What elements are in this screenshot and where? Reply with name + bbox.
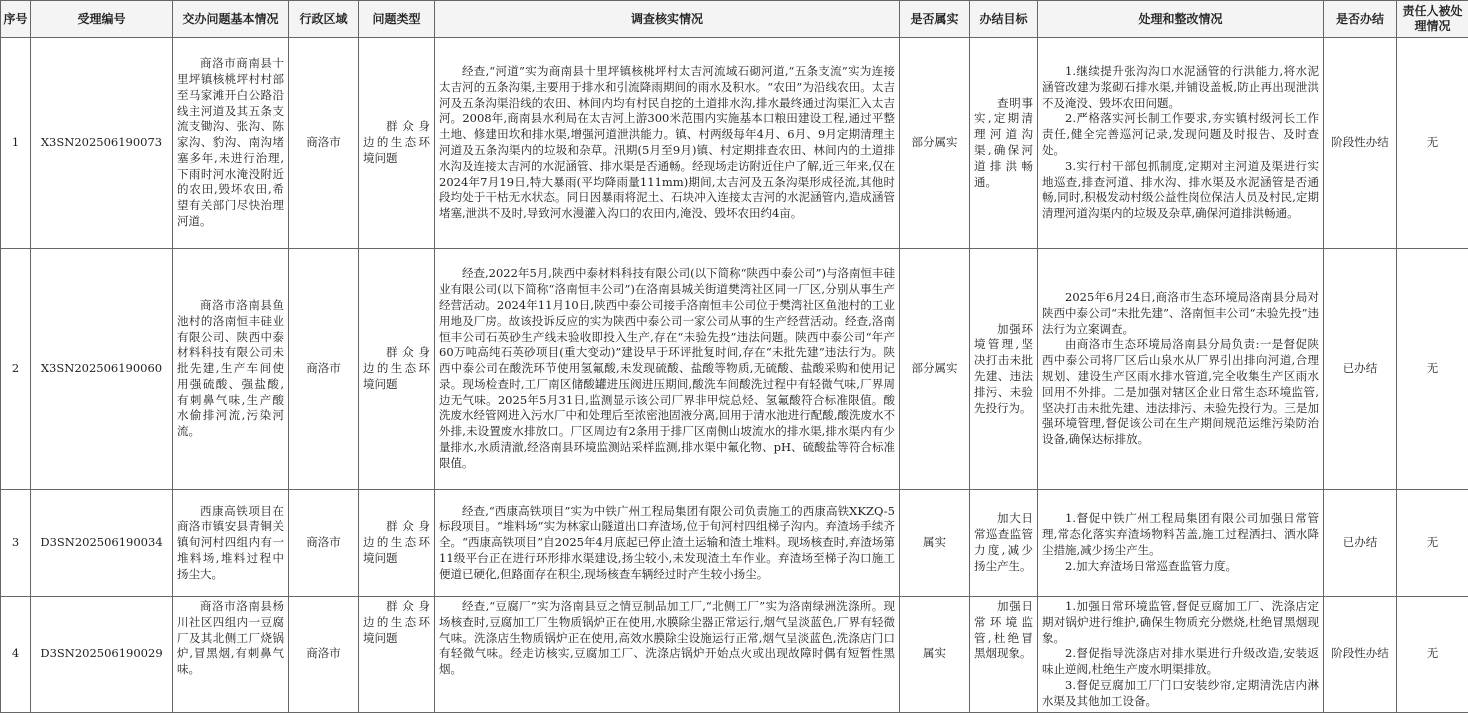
closed-status: 已办结 [1324,490,1397,597]
paragraph: 由商洛市生态环境局洛南县分局负责:一是督促陕西中泰公司将厂区后山泉水从厂界引出排向河道,合理规划、建设生产区雨水排水管道,完全收集生产区雨水回用不外排。二是加强对辖区企业日常生态环境监管,坚决打击未批先建、违法排污、未验先投行为。三是加强环境管理,督促该公司在生产期间规范运维污染防治设备,确保达标排放。 [1042,337,1319,447]
col-header-verified: 是否属实 [900,1,970,38]
handling-text [1038,249,1324,490]
accountability: 无 [1397,490,1468,597]
handling-text [1038,597,1324,713]
verified-status: 部分属实 [900,38,970,249]
closed-status: 阶段性办结 [1324,38,1397,249]
region: 商洛市 [289,597,359,713]
col-header-closed: 是否办结 [1324,1,1397,38]
closed-status: 已办结 [1324,249,1397,490]
paragraph: 经查,2022年5月,陕西中泰材料科技有限公司(以下简称“陕西中泰公司”)与洛南恒丰硅业有限公司(以下简称“洛南恒丰公司”)在洛南县城关街道樊湾社区同一厂区,分别从事生产经营活动。2024年11月10日,陕西中泰公司接手洛南恒丰公司位于樊湾社区鱼池村的工业用地及厂房。故该投诉反应的实为陕西中泰公司一家公司从事的生产经营活动。经查,洛南恒丰公司石英砂生产线未验收即投入生产,存在“未验先投”违法问题。陕西中泰公司“年产60万吨高纯石英砂项目(重大变动)”建设早于环评批复时间,存在“未批先建”违法行为。陕西中泰公司在酸洗环节使用氢氟酸,未发现硫酸、盐酸等物质,无硫酸、盐酸采购和使用记录。现场检查时,工厂南区储酸罐进压阀进压期间,酸洗车间酸洗过程中有轻微气味,厂界周边无气味。2025年5月31日,监测显示该公司厂界非甲烷总烃、氢氟酸符合标准限值。酸洗废水经管网进入污水厂中和处理后至浓密池固液分离,回用于清水池进行配酸,酸洗废水不外排,未设置废水排放口。厂区周边有2条用于排厂区南侧山坡流水的排水渠,排水渠内有少量排水,水质清澈,经洛南县环境监测站采样监测,排水渠中氟化物、pH、硫酸盐等符合标准限值。 [439,266,895,470]
paragraph: 3.督促豆腐加工厂门口安装纱帘,定期清洗店内淋水渠及其他加工设备。 [1042,677,1319,708]
case-id: X3SN202506190060 [31,249,173,490]
col-header-handling: 处理和整改情况 [1038,1,1324,38]
paragraph: 经查,“豆腐厂”实为洛南县豆之情豆制品加工厂,“北侧工厂”实为洛南绿洲洗涤所。现场核查时,豆腐加工厂生物质锅炉正在使用,水膜除尘器正常运行,烟气呈淡蓝色,厂界有轻微气味。洗涤店生物质锅炉正在使用,高效水膜除尘设施运行正常,烟气呈淡蓝色,洗涤店门口有轻微气味。经走访核实,豆腐加工厂、洗涤店锅炉开始点火或出现故障时偶有短暂性黑烟。 [439,599,895,677]
verified-status: 部分属实 [900,249,970,490]
col-header-accountability: 责任人被处理情况 [1397,1,1468,38]
row-number: 4 [1,597,31,713]
paragraph: 3.实行村干部包抓制度,定期对主河道及渠进行实地巡查,排查河道、排水沟、排水渠及水泥涵管是否通畅,同时,积极发动村级公益性岗位保洁人员及村民,定期清理河道沟渠内的垃圾及杂草,确保河道排洪畅通。 [1042,158,1319,221]
closed-status: 阶段性办结 [1324,597,1397,713]
paragraph: 经查,“西康高铁项目”实为中铁广州工程局集团有限公司负责施工的西康高铁XKZQ-5标段项目。“堆料场”实为林家山隧道出口弃渣场,位于旬河村四组梯子沟内。弃渣场手续齐全。“西康高铁项目”自2025年4月底起已停止渣土运输和渣土堆料。现场核查时,弃渣场第11级平台正在进行环形排水渠建设,扬尘较小,未发现渣土车作业。弃渣场至梯子沟口施工便道已硬化,但路面存在积尘,现场核查车辆经过时产生较小扬尘。 [439,503,895,581]
closure-target: 加大日常巡查监管力度,减少扬尘产生。 [970,490,1038,597]
accountability: 无 [1397,597,1468,713]
paragraph: 1.继续提升张沟沟口水泥涵管的行洪能力,将水泥涵管改建为浆砌石排水渠,并铺设盖板,防止再出现泄洪不及淹没、毁坏农田问题。 [1042,64,1319,110]
row-number: 3 [1,490,31,597]
table-row [1,249,1468,490]
investigation-text [435,249,900,490]
handling-text [1038,38,1324,249]
region: 商洛市 [289,38,359,249]
col-header-type: 问题类型 [359,1,435,38]
issue-description: 商洛市洛南县鱼池村的洛南恒丰硅业有限公司、陕西中泰材料科技有限公司未批先建,生产车间使用强硫酸、强盐酸,有刺鼻气味,生产酸水偷排河流,污染河流。 [173,249,289,490]
col-header-issue: 交办问题基本情况 [173,1,289,38]
col-header-investigation: 调查核实情况 [435,1,900,38]
issue-type: 群众身边的生态环境问题 [359,490,435,597]
investigation-text [435,490,900,597]
paragraph: 1.督促中铁广州工程局集团有限公司加强日常管理,常态化落实弃渣场物料苫盖,施工过程洒扫、洒水降尘措施,减少扬尘产生。 [1042,511,1319,557]
issue-type: 群众身边的生态环境问题 [359,38,435,249]
investigation-text [435,597,900,713]
accountability: 无 [1397,249,1468,490]
closure-target: 加强环境管理,坚决打击未批先建、违法排污、未验先投行为。 [970,249,1038,490]
issue-description: 西康高铁项目在商洛市镇安县青铜关镇旬河村四组内有一堆料场,堆料过程中扬尘大。 [173,490,289,597]
paragraph: 2.加大弃渣场日常巡查监管力度。 [1065,558,1237,573]
case-id: X3SN202506190073 [31,38,173,249]
paragraph: 经查,“河道”实为商南县十里坪镇核桃坪村太吉河流域石砌河道,“五条支流”实为连接太吉河的五条沟渠,主要用于排水和引流降雨期间的雨水及积水。“农田”为沿线农田。太吉河及五条沟渠沿线的农田、林间内均有村民自挖的土道排水沟,排水最终通过沟渠汇入太吉河。2008年,商南县水利局在太吉河上游300米范围内实施基本口粮田建设工程,通过平整土地、修建田坎和排水渠,增强河道泄洪能力。镇、村两级每年4月、6月、9月定期清理主河道及五条沟渠内的垃圾和杂草。汛期(5月至9月)镇、村定期排查农田、林间内的土道排水沟及连接太吉河的水泥涵管、排水渠是否通畅。经现场走访附近住户了解,近三年来,仅在2024年7月19日,特大暴雨(平均降雨量111mm)期间,太吉河及五条沟渠形成径流,其他时段均处于干枯无水状态。同日因暴雨将泥土、石块冲入连接太吉河的水泥涵管内,造成涵管堵塞,泄洪不及时,导致河水漫灌入沟口的农田内,淹没、毁坏农田约4亩。 [439,64,895,221]
paragraph: 1.加强日常环境监管,督促豆腐加工厂、洗涤店定期对锅炉进行维护,确保生物质充分燃烧,杜绝冒黑烟现象。 [1042,599,1319,645]
accountability: 无 [1397,38,1468,249]
case-id: D3SN202506190029 [31,597,173,713]
region: 商洛市 [289,490,359,597]
paragraph: 2.督促指导洗涤店对排水渠进行升级改造,安装返味止逆阀,杜绝生产废水明渠排放。 [1042,646,1319,677]
issue-type: 群众身边的生态环境问题 [359,249,435,490]
issue-description: 商洛市商南县十里坪镇核桃坪村村部至马家滩开白公路沿线主河道及其五条支流支锄沟、张沟、陈家沟、豹沟、南沟堵塞多年,未进行治理,下雨时河水淹没附近的农田,毁坏农田,希望有关部门尽快治理河道。 [173,38,289,249]
closure-target: 查明事实,定期清理河道沟渠,确保河道排洪畅通。 [970,38,1038,249]
region: 商洛市 [289,249,359,490]
paragraph: 2.严格落实河长制工作要求,夯实镇村级河长工作责任,健全完善巡河记录,发现问题及时报告、及时查处。 [1042,111,1319,157]
verified-status: 属实 [900,490,970,597]
row-number: 1 [1,38,31,249]
issue-type: 群众身边的生态环境问题 [359,597,435,713]
col-header-no: 序号 [1,1,31,38]
table-row [1,597,1468,713]
col-header-region: 行政区域 [289,1,359,38]
handling-text [1038,490,1324,597]
investigation-text [435,38,900,249]
closure-target: 加强日常环境监管,杜绝冒黑烟现象。 [970,597,1038,713]
verified-status: 属实 [900,597,970,713]
case-id: D3SN202506190034 [31,490,173,597]
issue-description: 商洛市洛南县杨川社区四组内一豆腐厂及其北侧工厂烧锅炉,冒黑烟,有刺鼻气味。 [173,597,289,713]
col-header-target: 办结目标 [970,1,1038,38]
paragraph: 2025年6月24日,商洛市生态环境局洛南县分局对陕西中泰公司“未批先建”、洛南恒丰公司“未验先投”违法行为立案调查。 [1042,290,1319,336]
table-row [1,38,1468,249]
table-row [1,490,1468,597]
col-header-case-id: 受理编号 [31,1,173,38]
header-row [1,1,1468,38]
row-number: 2 [1,249,31,490]
